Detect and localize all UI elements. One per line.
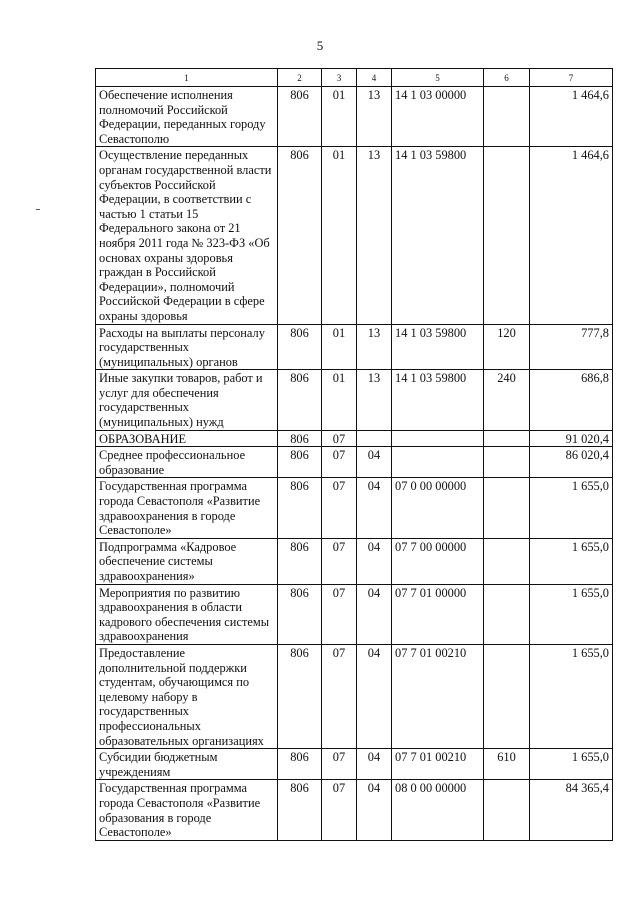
table-row [96, 584, 613, 644]
header-col-4: 4 [357, 69, 392, 87]
row-gr: 806 [278, 538, 322, 584]
row-vr [484, 780, 530, 840]
row-pr [357, 430, 392, 447]
row-rz: 07 [322, 447, 357, 478]
row-rz: 01 [322, 324, 357, 370]
row-rz: 07 [322, 584, 357, 644]
table-row [96, 147, 613, 324]
row-gr: 806 [278, 447, 322, 478]
table-row [96, 87, 613, 147]
table-row [96, 644, 613, 748]
budget-table [95, 68, 613, 841]
row-name: Осуществление переданных органам государственной власти субъектов Российской Федерации, в соответствии с частью 1 статьи 15 Федерального закона от 21 ноября 2011 года № 323-ФЗ «Об основах охраны здоровья граждан в Российской Федерации», полномочий Российской Федерации в сфере охраны здоровья [96, 147, 278, 324]
row-gr: 806 [278, 370, 322, 430]
row-csr: 07 0 00 00000 [392, 478, 484, 538]
margin-mark [36, 209, 40, 210]
row-csr: 07 7 01 00210 [392, 644, 484, 748]
row-sum: 91 020,4 [530, 430, 613, 447]
row-pr: 04 [357, 478, 392, 538]
row-gr: 806 [278, 147, 322, 324]
row-vr [484, 147, 530, 324]
page-number: 5 [316, 38, 324, 53]
header-row [96, 69, 613, 87]
row-name: Государственная программа города Севастополя «Развитие образования в городе Севастополе» [96, 780, 278, 840]
row-vr: 120 [484, 324, 530, 370]
row-name: Иные закупки товаров, работ и услуг для обеспечения государственных (муниципальных) нужд [96, 370, 278, 430]
row-vr: 240 [484, 370, 530, 430]
row-gr: 806 [278, 478, 322, 538]
table-row [96, 538, 613, 584]
row-name: Среднее профессиональное образование [96, 447, 278, 478]
row-csr: 07 7 01 00000 [392, 584, 484, 644]
row-vr [484, 584, 530, 644]
row-pr: 13 [357, 147, 392, 324]
row-vr [484, 478, 530, 538]
row-sum: 1 464,6 [530, 87, 613, 147]
row-sum: 1 655,0 [530, 584, 613, 644]
row-sum: 777,8 [530, 324, 613, 370]
row-sum: 686,8 [530, 370, 613, 430]
row-vr [484, 644, 530, 748]
row-rz: 01 [322, 147, 357, 324]
row-name: Расходы на выплаты персоналу государственных (муниципальных) органов [96, 324, 278, 370]
row-csr: 14 1 03 59800 [392, 370, 484, 430]
row-pr: 04 [357, 749, 392, 780]
row-gr: 806 [278, 584, 322, 644]
row-rz: 07 [322, 478, 357, 538]
table-row [96, 370, 613, 430]
row-pr: 13 [357, 324, 392, 370]
header-col-5: 5 [392, 69, 484, 87]
row-rz: 07 [322, 749, 357, 780]
row-rz: 07 [322, 430, 357, 447]
header-col-2: 2 [278, 69, 322, 87]
row-sum: 1 655,0 [530, 644, 613, 748]
row-csr: 07 7 01 00210 [392, 749, 484, 780]
row-pr: 04 [357, 447, 392, 478]
row-pr: 13 [357, 87, 392, 147]
row-name: Предоставление дополнительной поддержки студентам, обучающимся по целевому набору в государственных профессиональных образовательных организациях [96, 644, 278, 748]
header-col-6: 6 [484, 69, 530, 87]
row-sum: 1 655,0 [530, 538, 613, 584]
row-sum: 84 365,4 [530, 780, 613, 840]
row-vr [484, 87, 530, 147]
row-csr: 08 0 00 00000 [392, 780, 484, 840]
table-row [96, 430, 613, 447]
row-sum: 1 655,0 [530, 749, 613, 780]
row-csr: 14 1 03 59800 [392, 147, 484, 324]
row-sum: 1 464,6 [530, 147, 613, 324]
header-col-3: 3 [322, 69, 357, 87]
row-gr: 806 [278, 780, 322, 840]
row-pr: 04 [357, 584, 392, 644]
table-row [96, 324, 613, 370]
row-pr: 04 [357, 780, 392, 840]
row-name: ОБРАЗОВАНИЕ [96, 430, 278, 447]
row-rz: 07 [322, 644, 357, 748]
row-sum: 1 655,0 [530, 478, 613, 538]
row-gr: 806 [278, 644, 322, 748]
row-pr: 04 [357, 644, 392, 748]
row-rz: 01 [322, 87, 357, 147]
table-row [96, 780, 613, 840]
row-csr [392, 447, 484, 478]
table-row [96, 749, 613, 780]
row-sum: 86 020,4 [530, 447, 613, 478]
header-col-1: 1 [96, 69, 278, 87]
row-vr [484, 447, 530, 478]
row-gr: 806 [278, 87, 322, 147]
table-row [96, 478, 613, 538]
row-csr: 14 1 03 59800 [392, 324, 484, 370]
row-name: Обеспечение исполнения полномочий Российской Федерации, переданных городу Севастополю [96, 87, 278, 147]
table-row [96, 447, 613, 478]
row-csr [392, 430, 484, 447]
row-gr: 806 [278, 749, 322, 780]
row-rz: 01 [322, 370, 357, 430]
row-gr: 806 [278, 430, 322, 447]
row-name: Государственная программа города Севастополя «Развитие здравоохранения в городе Севастополе» [96, 478, 278, 538]
row-rz: 07 [322, 538, 357, 584]
row-name: Подпрограмма «Кадровое обеспечение системы здравоохранения» [96, 538, 278, 584]
row-name: Субсидии бюджетным учреждениям [96, 749, 278, 780]
row-rz: 07 [322, 780, 357, 840]
row-vr [484, 538, 530, 584]
row-pr: 13 [357, 370, 392, 430]
row-vr [484, 430, 530, 447]
row-pr: 04 [357, 538, 392, 584]
row-csr: 14 1 03 00000 [392, 87, 484, 147]
row-vr: 610 [484, 749, 530, 780]
row-name: Мероприятия по развитию здравоохранения в области кадрового обеспечения системы здравоохранения [96, 584, 278, 644]
row-csr: 07 7 00 00000 [392, 538, 484, 584]
row-gr: 806 [278, 324, 322, 370]
header-col-7: 7 [530, 69, 613, 87]
